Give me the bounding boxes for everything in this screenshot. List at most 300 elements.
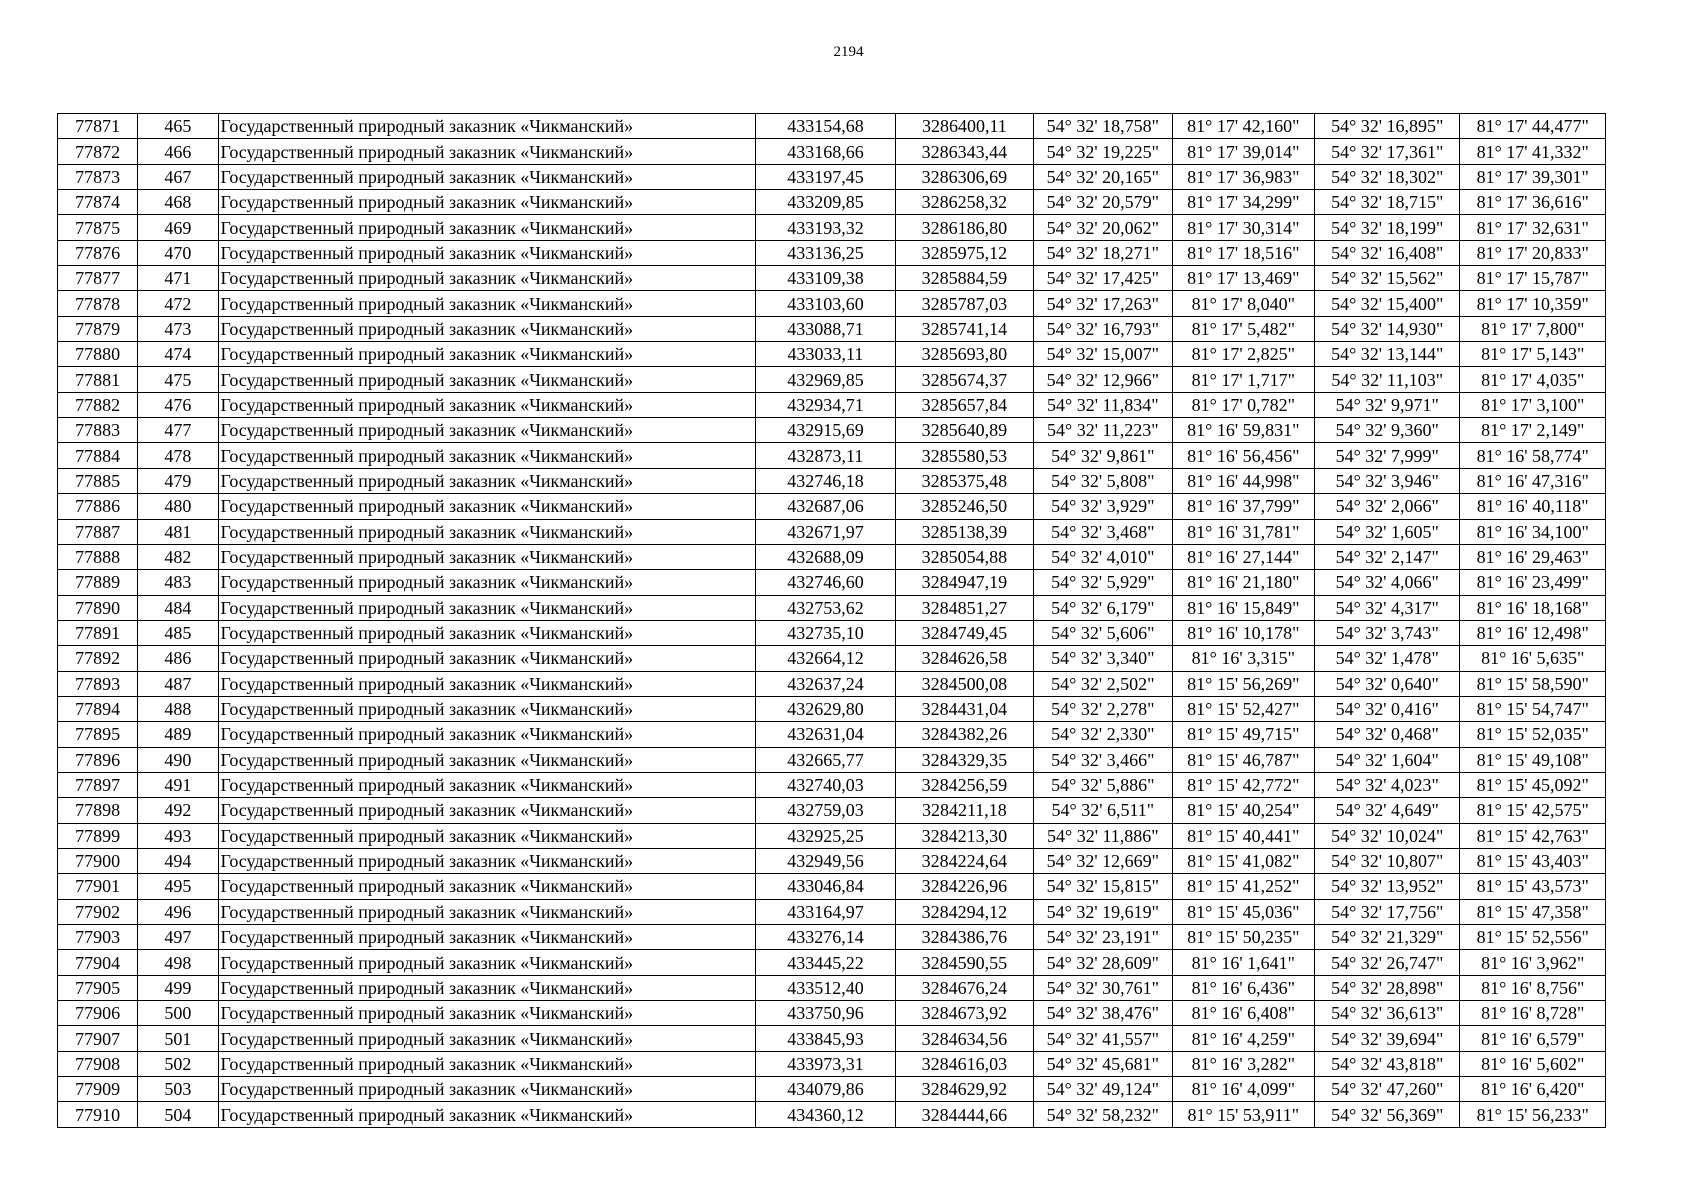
record-id-cell: 77908 [58, 1051, 138, 1076]
y-coordinate-cell: 3284590,55 [895, 950, 1033, 975]
record-id-cell: 77892 [58, 646, 138, 671]
point-number-cell: 484 [138, 595, 218, 620]
longitude-a-cell: 81° 17' 36,983" [1172, 164, 1314, 189]
longitude-b-cell: 81° 16' 6,420" [1460, 1077, 1606, 1102]
point-number-cell: 474 [138, 342, 218, 367]
y-coordinate-cell: 3285884,59 [895, 266, 1033, 291]
point-number-cell: 475 [138, 367, 218, 392]
latitude-a-cell: 54° 32' 20,165" [1034, 164, 1172, 189]
table-row [58, 975, 1606, 1000]
x-coordinate-cell: 433197,45 [756, 164, 895, 189]
y-coordinate-cell: 3284386,76 [895, 925, 1033, 950]
table-row [58, 316, 1606, 341]
longitude-b-cell: 81° 16' 5,635" [1460, 646, 1606, 671]
longitude-a-cell: 81° 17' 30,314" [1172, 215, 1314, 240]
latitude-b-cell: 54° 32' 11,103" [1315, 367, 1460, 392]
latitude-a-cell: 54° 32' 19,619" [1034, 899, 1172, 924]
longitude-a-cell: 81° 17' 5,482" [1172, 316, 1314, 341]
y-coordinate-cell: 3284382,26 [895, 722, 1033, 747]
latitude-b-cell: 54° 32' 56,369" [1315, 1102, 1460, 1127]
y-coordinate-cell: 3284224,64 [895, 848, 1033, 873]
point-number-cell: 499 [138, 975, 218, 1000]
zone-name-cell: Государственный природный заказник «Чикманский» [218, 240, 756, 265]
longitude-b-cell: 81° 17' 4,035" [1460, 367, 1606, 392]
zone-name-cell: Государственный природный заказник «Чикманский» [218, 747, 756, 772]
longitude-b-cell: 81° 17' 44,477" [1460, 114, 1606, 139]
longitude-a-cell: 81° 16' 1,641" [1172, 950, 1314, 975]
longitude-b-cell: 81° 16' 34,100" [1460, 519, 1606, 544]
table-row [58, 671, 1606, 696]
y-coordinate-cell: 3284851,27 [895, 595, 1033, 620]
record-id-cell: 77902 [58, 899, 138, 924]
longitude-b-cell: 81° 15' 49,108" [1460, 747, 1606, 772]
zone-name-cell: Государственный природный заказник «Чикманский» [218, 950, 756, 975]
latitude-a-cell: 54° 32' 11,834" [1034, 392, 1172, 417]
latitude-b-cell: 54° 32' 0,468" [1315, 722, 1460, 747]
point-number-cell: 481 [138, 519, 218, 544]
table-row [58, 899, 1606, 924]
latitude-b-cell: 54° 32' 4,649" [1315, 798, 1460, 823]
table-row [58, 595, 1606, 620]
latitude-b-cell: 54° 32' 18,302" [1315, 164, 1460, 189]
record-id-cell: 77905 [58, 975, 138, 1000]
point-number-cell: 504 [138, 1102, 218, 1127]
latitude-a-cell: 54° 32' 12,966" [1034, 367, 1172, 392]
record-id-cell: 77890 [58, 595, 138, 620]
zone-name-cell: Государственный природный заказник «Чикманский» [218, 316, 756, 341]
table-row [58, 1001, 1606, 1026]
point-number-cell: 501 [138, 1026, 218, 1051]
latitude-a-cell: 54° 32' 5,808" [1034, 468, 1172, 493]
longitude-b-cell: 81° 17' 3,100" [1460, 392, 1606, 417]
table-row [58, 114, 1606, 139]
x-coordinate-cell: 434079,86 [756, 1077, 895, 1102]
y-coordinate-cell: 3286306,69 [895, 164, 1033, 189]
table-row [58, 848, 1606, 873]
zone-name-cell: Государственный природный заказник «Чикманский» [218, 925, 756, 950]
point-number-cell: 480 [138, 494, 218, 519]
zone-name-cell: Государственный природный заказник «Чикманский» [218, 823, 756, 848]
zone-name-cell: Государственный природный заказник «Чикманский» [218, 696, 756, 721]
point-number-cell: 493 [138, 823, 218, 848]
point-number-cell: 479 [138, 468, 218, 493]
latitude-b-cell: 54° 32' 2,147" [1315, 544, 1460, 569]
record-id-cell: 77897 [58, 772, 138, 797]
latitude-a-cell: 54° 32' 23,191" [1034, 925, 1172, 950]
table-row [58, 696, 1606, 721]
zone-name-cell: Государственный природный заказник «Чикманский» [218, 595, 756, 620]
longitude-a-cell: 81° 16' 6,436" [1172, 975, 1314, 1000]
table-row [58, 468, 1606, 493]
record-id-cell: 77909 [58, 1077, 138, 1102]
record-id-cell: 77888 [58, 544, 138, 569]
latitude-a-cell: 54° 32' 45,681" [1034, 1051, 1172, 1076]
y-coordinate-cell: 3284226,96 [895, 874, 1033, 899]
latitude-b-cell: 54° 32' 1,604" [1315, 747, 1460, 772]
record-id-cell: 77901 [58, 874, 138, 899]
latitude-a-cell: 54° 32' 16,793" [1034, 316, 1172, 341]
x-coordinate-cell: 432759,03 [756, 798, 895, 823]
longitude-b-cell: 81° 17' 32,631" [1460, 215, 1606, 240]
longitude-b-cell: 81° 17' 41,332" [1460, 139, 1606, 164]
longitude-b-cell: 81° 17' 15,787" [1460, 266, 1606, 291]
x-coordinate-cell: 433445,22 [756, 950, 895, 975]
longitude-b-cell: 81° 16' 58,774" [1460, 443, 1606, 468]
latitude-b-cell: 54° 32' 4,023" [1315, 772, 1460, 797]
longitude-b-cell: 81° 15' 45,092" [1460, 772, 1606, 797]
latitude-a-cell: 54° 32' 17,425" [1034, 266, 1172, 291]
x-coordinate-cell: 432873,11 [756, 443, 895, 468]
latitude-b-cell: 54° 32' 16,895" [1315, 114, 1460, 139]
x-coordinate-cell: 433136,25 [756, 240, 895, 265]
record-id-cell: 77880 [58, 342, 138, 367]
latitude-b-cell: 54° 32' 9,360" [1315, 418, 1460, 443]
latitude-b-cell: 54° 32' 16,408" [1315, 240, 1460, 265]
latitude-a-cell: 54° 32' 30,761" [1034, 975, 1172, 1000]
x-coordinate-cell: 432969,85 [756, 367, 895, 392]
latitude-a-cell: 54° 32' 19,225" [1034, 139, 1172, 164]
latitude-a-cell: 54° 32' 3,929" [1034, 494, 1172, 519]
latitude-a-cell: 54° 32' 2,330" [1034, 722, 1172, 747]
y-coordinate-cell: 3284256,59 [895, 772, 1033, 797]
table-row [58, 164, 1606, 189]
table-row [58, 772, 1606, 797]
longitude-a-cell: 81° 17' 2,825" [1172, 342, 1314, 367]
table-row [58, 266, 1606, 291]
y-coordinate-cell: 3284626,58 [895, 646, 1033, 671]
point-number-cell: 477 [138, 418, 218, 443]
longitude-a-cell: 81° 15' 46,787" [1172, 747, 1314, 772]
x-coordinate-cell: 433103,60 [756, 291, 895, 316]
latitude-b-cell: 54° 32' 17,361" [1315, 139, 1460, 164]
x-coordinate-cell: 432915,69 [756, 418, 895, 443]
latitude-a-cell: 54° 32' 18,271" [1034, 240, 1172, 265]
table-row [58, 494, 1606, 519]
longitude-a-cell: 81° 15' 53,911" [1172, 1102, 1314, 1127]
table-row [58, 544, 1606, 569]
longitude-a-cell: 81° 15' 50,235" [1172, 925, 1314, 950]
record-id-cell: 77875 [58, 215, 138, 240]
record-id-cell: 77906 [58, 1001, 138, 1026]
point-number-cell: 503 [138, 1077, 218, 1102]
y-coordinate-cell: 3285246,50 [895, 494, 1033, 519]
record-id-cell: 77879 [58, 316, 138, 341]
table-row [58, 950, 1606, 975]
zone-name-cell: Государственный природный заказник «Чикманский» [218, 1102, 756, 1127]
zone-name-cell: Государственный природный заказник «Чикманский» [218, 848, 756, 873]
record-id-cell: 77903 [58, 925, 138, 950]
table-row [58, 392, 1606, 417]
x-coordinate-cell: 432664,12 [756, 646, 895, 671]
latitude-b-cell: 54° 32' 36,613" [1315, 1001, 1460, 1026]
point-number-cell: 489 [138, 722, 218, 747]
latitude-b-cell: 54° 32' 18,199" [1315, 215, 1460, 240]
table-row [58, 874, 1606, 899]
y-coordinate-cell: 3284749,45 [895, 620, 1033, 645]
point-number-cell: 497 [138, 925, 218, 950]
record-id-cell: 77873 [58, 164, 138, 189]
x-coordinate-cell: 433109,38 [756, 266, 895, 291]
latitude-a-cell: 54° 32' 3,468" [1034, 519, 1172, 544]
y-coordinate-cell: 3284629,92 [895, 1077, 1033, 1102]
x-coordinate-cell: 433164,97 [756, 899, 895, 924]
latitude-b-cell: 54° 32' 21,329" [1315, 925, 1460, 950]
longitude-a-cell: 81° 15' 41,252" [1172, 874, 1314, 899]
record-id-cell: 77889 [58, 570, 138, 595]
zone-name-cell: Государственный природный заказник «Чикманский» [218, 443, 756, 468]
zone-name-cell: Государственный природный заказник «Чикманский» [218, 798, 756, 823]
y-coordinate-cell: 3284213,30 [895, 823, 1033, 848]
record-id-cell: 77900 [58, 848, 138, 873]
longitude-a-cell: 81° 15' 56,269" [1172, 671, 1314, 696]
record-id-cell: 77894 [58, 696, 138, 721]
x-coordinate-cell: 433033,11 [756, 342, 895, 367]
point-number-cell: 496 [138, 899, 218, 924]
longitude-b-cell: 81° 17' 10,359" [1460, 291, 1606, 316]
longitude-a-cell: 81° 16' 4,259" [1172, 1026, 1314, 1051]
point-number-cell: 486 [138, 646, 218, 671]
x-coordinate-cell: 432740,03 [756, 772, 895, 797]
x-coordinate-cell: 433154,68 [756, 114, 895, 139]
y-coordinate-cell: 3284329,35 [895, 747, 1033, 772]
zone-name-cell: Государственный природный заказник «Чикманский» [218, 570, 756, 595]
latitude-b-cell: 54° 32' 47,260" [1315, 1077, 1460, 1102]
y-coordinate-cell: 3284431,04 [895, 696, 1033, 721]
latitude-a-cell: 54° 32' 17,263" [1034, 291, 1172, 316]
longitude-b-cell: 81° 17' 5,143" [1460, 342, 1606, 367]
longitude-b-cell: 81° 17' 36,616" [1460, 190, 1606, 215]
longitude-a-cell: 81° 16' 3,282" [1172, 1051, 1314, 1076]
x-coordinate-cell: 432631,04 [756, 722, 895, 747]
table-row [58, 798, 1606, 823]
point-number-cell: 494 [138, 848, 218, 873]
y-coordinate-cell: 3286186,80 [895, 215, 1033, 240]
record-id-cell: 77886 [58, 494, 138, 519]
latitude-b-cell: 54° 32' 14,930" [1315, 316, 1460, 341]
latitude-a-cell: 54° 32' 6,511" [1034, 798, 1172, 823]
longitude-b-cell: 81° 16' 29,463" [1460, 544, 1606, 569]
zone-name-cell: Государственный природный заказник «Чикманский» [218, 367, 756, 392]
longitude-a-cell: 81° 16' 15,849" [1172, 595, 1314, 620]
longitude-b-cell: 81° 15' 43,403" [1460, 848, 1606, 873]
longitude-b-cell: 81° 15' 47,358" [1460, 899, 1606, 924]
longitude-b-cell: 81° 15' 58,590" [1460, 671, 1606, 696]
record-id-cell: 77874 [58, 190, 138, 215]
record-id-cell: 77881 [58, 367, 138, 392]
point-number-cell: 495 [138, 874, 218, 899]
point-number-cell: 468 [138, 190, 218, 215]
table-row [58, 443, 1606, 468]
zone-name-cell: Государственный природный заказник «Чикманский» [218, 494, 756, 519]
x-coordinate-cell: 432925,25 [756, 823, 895, 848]
longitude-b-cell: 81° 16' 6,579" [1460, 1026, 1606, 1051]
zone-name-cell: Государственный природный заказник «Чикманский» [218, 874, 756, 899]
record-id-cell: 77895 [58, 722, 138, 747]
latitude-b-cell: 54° 32' 15,400" [1315, 291, 1460, 316]
zone-name-cell: Государственный природный заказник «Чикманский» [218, 266, 756, 291]
point-number-cell: 471 [138, 266, 218, 291]
latitude-b-cell: 54° 32' 10,024" [1315, 823, 1460, 848]
table-row [58, 367, 1606, 392]
latitude-b-cell: 54° 32' 26,747" [1315, 950, 1460, 975]
zone-name-cell: Государственный природный заказник «Чикманский» [218, 671, 756, 696]
longitude-b-cell: 81° 16' 5,602" [1460, 1051, 1606, 1076]
y-coordinate-cell: 3284500,08 [895, 671, 1033, 696]
zone-name-cell: Государственный природный заказник «Чикманский» [218, 468, 756, 493]
table-row [58, 1077, 1606, 1102]
latitude-a-cell: 54° 32' 2,278" [1034, 696, 1172, 721]
x-coordinate-cell: 433276,14 [756, 925, 895, 950]
point-number-cell: 498 [138, 950, 218, 975]
longitude-a-cell: 81° 16' 44,998" [1172, 468, 1314, 493]
latitude-b-cell: 54° 32' 28,898" [1315, 975, 1460, 1000]
latitude-b-cell: 54° 32' 18,715" [1315, 190, 1460, 215]
latitude-b-cell: 54° 32' 1,478" [1315, 646, 1460, 671]
zone-name-cell: Государственный природный заказник «Чикманский» [218, 1001, 756, 1026]
zone-name-cell: Государственный природный заказник «Чикманский» [218, 1051, 756, 1076]
longitude-b-cell: 81° 16' 8,728" [1460, 1001, 1606, 1026]
y-coordinate-cell: 3284676,24 [895, 975, 1033, 1000]
latitude-a-cell: 54° 32' 38,476" [1034, 1001, 1172, 1026]
x-coordinate-cell: 432665,77 [756, 747, 895, 772]
longitude-b-cell: 81° 15' 43,573" [1460, 874, 1606, 899]
record-id-cell: 77884 [58, 443, 138, 468]
table-row [58, 747, 1606, 772]
longitude-b-cell: 81° 17' 2,149" [1460, 418, 1606, 443]
zone-name-cell: Государственный природный заказник «Чикманский» [218, 1026, 756, 1051]
record-id-cell: 77883 [58, 418, 138, 443]
record-id-cell: 77891 [58, 620, 138, 645]
latitude-a-cell: 54° 32' 58,232" [1034, 1102, 1172, 1127]
point-number-cell: 502 [138, 1051, 218, 1076]
zone-name-cell: Государственный природный заказник «Чикманский» [218, 418, 756, 443]
latitude-a-cell: 54° 32' 49,124" [1034, 1077, 1172, 1102]
longitude-a-cell: 81° 16' 4,099" [1172, 1077, 1314, 1102]
longitude-a-cell: 81° 15' 40,441" [1172, 823, 1314, 848]
table-body [58, 114, 1606, 1128]
point-number-cell: 488 [138, 696, 218, 721]
zone-name-cell: Государственный природный заказник «Чикманский» [218, 772, 756, 797]
x-coordinate-cell: 433168,66 [756, 139, 895, 164]
latitude-b-cell: 54° 32' 3,743" [1315, 620, 1460, 645]
longitude-b-cell: 81° 17' 20,833" [1460, 240, 1606, 265]
table-row [58, 215, 1606, 240]
latitude-a-cell: 54° 32' 11,886" [1034, 823, 1172, 848]
x-coordinate-cell: 432687,06 [756, 494, 895, 519]
table-row [58, 823, 1606, 848]
point-number-cell: 478 [138, 443, 218, 468]
longitude-a-cell: 81° 17' 39,014" [1172, 139, 1314, 164]
x-coordinate-cell: 432637,24 [756, 671, 895, 696]
record-id-cell: 77885 [58, 468, 138, 493]
y-coordinate-cell: 3285975,12 [895, 240, 1033, 265]
y-coordinate-cell: 3285674,37 [895, 367, 1033, 392]
y-coordinate-cell: 3284634,56 [895, 1026, 1033, 1051]
y-coordinate-cell: 3285787,03 [895, 291, 1033, 316]
x-coordinate-cell: 433209,85 [756, 190, 895, 215]
longitude-b-cell: 81° 16' 23,499" [1460, 570, 1606, 595]
y-coordinate-cell: 3286258,32 [895, 190, 1033, 215]
point-number-cell: 476 [138, 392, 218, 417]
zone-name-cell: Государственный природный заказник «Чикманский» [218, 291, 756, 316]
point-number-cell: 491 [138, 772, 218, 797]
longitude-a-cell: 81° 17' 1,717" [1172, 367, 1314, 392]
longitude-a-cell: 81° 16' 59,831" [1172, 418, 1314, 443]
x-coordinate-cell: 433973,31 [756, 1051, 895, 1076]
x-coordinate-cell: 432934,71 [756, 392, 895, 417]
x-coordinate-cell: 432949,56 [756, 848, 895, 873]
longitude-a-cell: 81° 15' 45,036" [1172, 899, 1314, 924]
latitude-b-cell: 54° 32' 39,694" [1315, 1026, 1460, 1051]
record-id-cell: 77898 [58, 798, 138, 823]
longitude-b-cell: 81° 16' 47,316" [1460, 468, 1606, 493]
zone-name-cell: Государственный природный заказник «Чикманский» [218, 646, 756, 671]
zone-name-cell: Государственный природный заказник «Чикманский» [218, 519, 756, 544]
y-coordinate-cell: 3284947,19 [895, 570, 1033, 595]
point-number-cell: 469 [138, 215, 218, 240]
x-coordinate-cell: 433046,84 [756, 874, 895, 899]
table-row [58, 1102, 1606, 1127]
longitude-b-cell: 81° 16' 3,962" [1460, 950, 1606, 975]
point-number-cell: 490 [138, 747, 218, 772]
table-row [58, 342, 1606, 367]
x-coordinate-cell: 433750,96 [756, 1001, 895, 1026]
zone-name-cell: Государственный природный заказник «Чикманский» [218, 164, 756, 189]
coordinates-table [57, 113, 1606, 1128]
latitude-a-cell: 54° 32' 3,466" [1034, 747, 1172, 772]
latitude-b-cell: 54° 32' 0,416" [1315, 696, 1460, 721]
table-row [58, 1026, 1606, 1051]
table-row [58, 925, 1606, 950]
table-row [58, 646, 1606, 671]
x-coordinate-cell: 433512,40 [756, 975, 895, 1000]
record-id-cell: 77878 [58, 291, 138, 316]
latitude-b-cell: 54° 32' 15,562" [1315, 266, 1460, 291]
table-row [58, 519, 1606, 544]
x-coordinate-cell: 432688,09 [756, 544, 895, 569]
record-id-cell: 77877 [58, 266, 138, 291]
zone-name-cell: Государственный природный заказник «Чикманский» [218, 544, 756, 569]
zone-name-cell: Государственный природный заказник «Чикманский» [218, 342, 756, 367]
point-number-cell: 472 [138, 291, 218, 316]
latitude-b-cell: 54° 32' 0,640" [1315, 671, 1460, 696]
table-row [58, 240, 1606, 265]
record-id-cell: 77872 [58, 139, 138, 164]
x-coordinate-cell: 432671,97 [756, 519, 895, 544]
x-coordinate-cell: 432746,18 [756, 468, 895, 493]
point-number-cell: 473 [138, 316, 218, 341]
record-id-cell: 77893 [58, 671, 138, 696]
y-coordinate-cell: 3284444,66 [895, 1102, 1033, 1127]
x-coordinate-cell: 432753,62 [756, 595, 895, 620]
longitude-a-cell: 81° 17' 13,469" [1172, 266, 1314, 291]
y-coordinate-cell: 3285138,39 [895, 519, 1033, 544]
latitude-a-cell: 54° 32' 41,557" [1034, 1026, 1172, 1051]
y-coordinate-cell: 3284616,03 [895, 1051, 1033, 1076]
y-coordinate-cell: 3284673,92 [895, 1001, 1033, 1026]
latitude-b-cell: 54° 32' 13,952" [1315, 874, 1460, 899]
longitude-a-cell: 81° 17' 18,516" [1172, 240, 1314, 265]
latitude-a-cell: 54° 32' 11,223" [1034, 418, 1172, 443]
record-id-cell: 77887 [58, 519, 138, 544]
latitude-b-cell: 54° 32' 43,818" [1315, 1051, 1460, 1076]
y-coordinate-cell: 3286400,11 [895, 114, 1033, 139]
longitude-a-cell: 81° 16' 37,799" [1172, 494, 1314, 519]
table-row [58, 620, 1606, 645]
table-row [58, 418, 1606, 443]
longitude-a-cell: 81° 16' 31,781" [1172, 519, 1314, 544]
latitude-a-cell: 54° 32' 18,758" [1034, 114, 1172, 139]
